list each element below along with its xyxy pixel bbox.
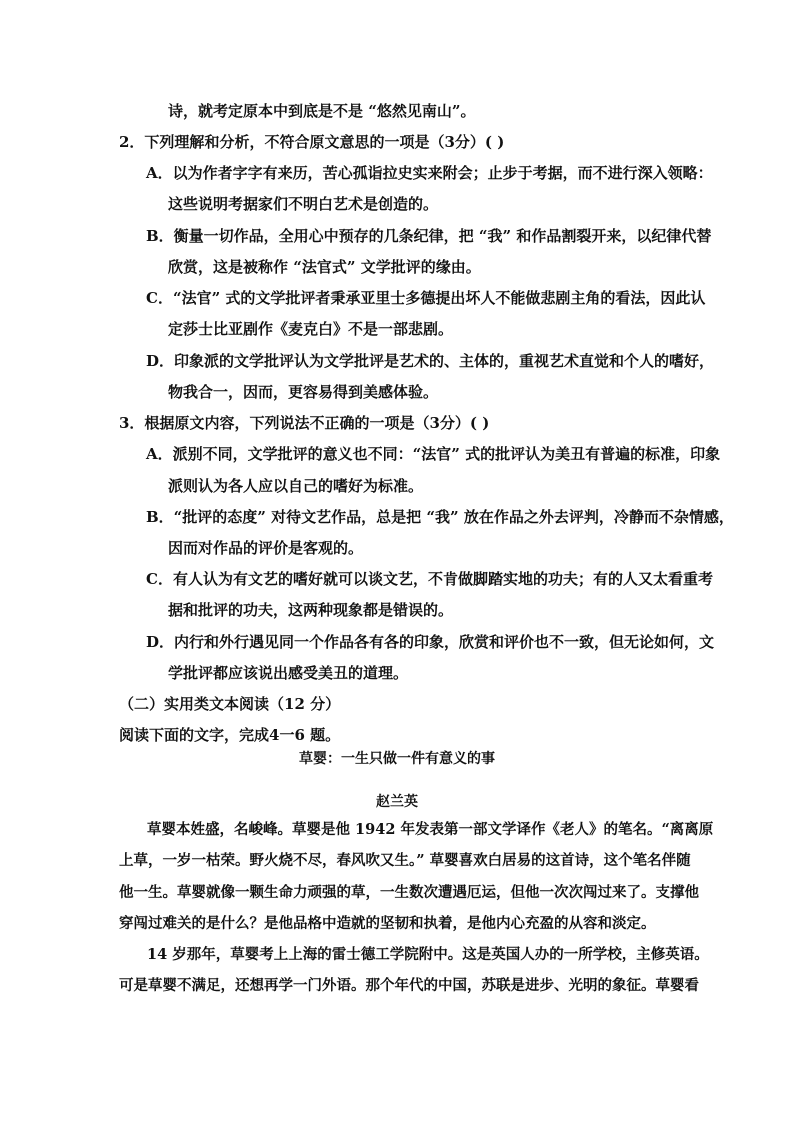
article-author: 赵兰英: [376, 794, 418, 810]
q2-option-d-cont: 物我合一，因而，更容易得到美感体验。: [168, 383, 439, 401]
q2-option-a-cont: 这些说明考据家们不明白艺术是创造的。: [168, 195, 439, 213]
paragraph-2-line-2: 可是草婴不满足，还想再学一门外语。那个年代的中国，苏联是进步、光明的象征。草婴看: [119, 977, 699, 994]
paragraph-1-line-4: 穿闯过难关的是什么？是他品格中造就的坚韧和执着，是他内心充盈的从容和淡定。: [119, 915, 656, 932]
q3-option-b: B．“批评的态度” 对待文艺作品，总是把 “我” 放在作品之外去评判，冷静而不杂情感，: [146, 508, 734, 526]
q3-option-d-cont: 学批评都应该说出感受美丑的道理。: [168, 664, 409, 682]
q3-option-a-cont: 派则认为各人应以自己的嗜好为标准。: [168, 477, 424, 495]
q2-option-b-cont: 欣赏，这是被称作 “法官式” 文学批评的缘由。: [168, 258, 481, 276]
section-heading: （二）实用类文本阅读（12 分）: [119, 695, 341, 713]
q3-option-d: D．内行和外行遇见同一个作品各有各的印象，欣赏和评价也不一致，但无论如何，文: [146, 633, 715, 651]
q3-option-b-cont: 因而对作品的评价是客观的。: [168, 539, 364, 557]
q3-option-c-cont: 据和批评的功夫，这两种现象都是错误的。: [168, 601, 454, 619]
q2-option-c-cont: 定莎士比亚剧作《麦克白》不是一部悲剧。: [168, 320, 454, 338]
q2-option-a: A．以为作者字字有来历，苦心孤诣拉史实来附会；止步于考据，而不进行深入领略：: [146, 164, 713, 182]
paragraph-1-line-3: 他一生。草婴就像一颗生命力顽强的草，一生数次遭遇厄运，但他一次次闯过来了。支撑他: [119, 884, 699, 901]
q2-option-c: C．“法官” 式的文学批评者秉承亚里士多德提出坏人不能做悲剧主角的看法，因此认: [146, 289, 706, 307]
q2-option-d: D．印象派的文学批评认为文学批评是艺术的、主体的，重视艺术直觉和个人的嗜好，: [146, 352, 715, 370]
q2-option-b: B．衡量一切作品，全用心中预存的几条纪律，把 “我” 和作品割裂开来，以纪律代替: [146, 227, 712, 245]
paragraph-2-line-1: 14 岁那年，草婴考上上海的雷士德工学院附中。这是英国人办的一所学校，主修英语。: [147, 946, 709, 963]
reading-instruction: 阅读下面的文字，完成4一6 题。: [119, 726, 341, 744]
paragraph-1-line-2: 上草，一岁一枯荣。野火烧不尽，春风吹又生。” 草婴喜欢白居易的这首诗，这个笔名伴随: [119, 852, 691, 869]
question-2: 2．下列理解和分析，不符合原文意思的一项是（3分）( ): [119, 133, 505, 151]
q3-option-c: C．有人认为有文艺的嗜好就可以谈文艺，不肯做脚踏实地的功夫；有的人又太看重考: [146, 570, 713, 588]
text-line-continuation: 诗，就考定原本中到底是不是 “悠然见南山”。: [168, 102, 476, 120]
article-title: 草婴：一生只做一件有意义的事: [299, 751, 495, 767]
q3-option-a: A．派别不同，文学批评的意义也不同：“法官” 式的批评认为美丑有普遍的标准，印象: [146, 445, 721, 463]
question-3: 3．根据原文内容，下列说法不正确的一项是（3分）( ): [119, 414, 490, 432]
paragraph-1-line-1: 草婴本姓盛，名峻峰。草婴是他 1942 年发表第一部文学译作《老人》的笔名。“离离原: [147, 821, 714, 838]
